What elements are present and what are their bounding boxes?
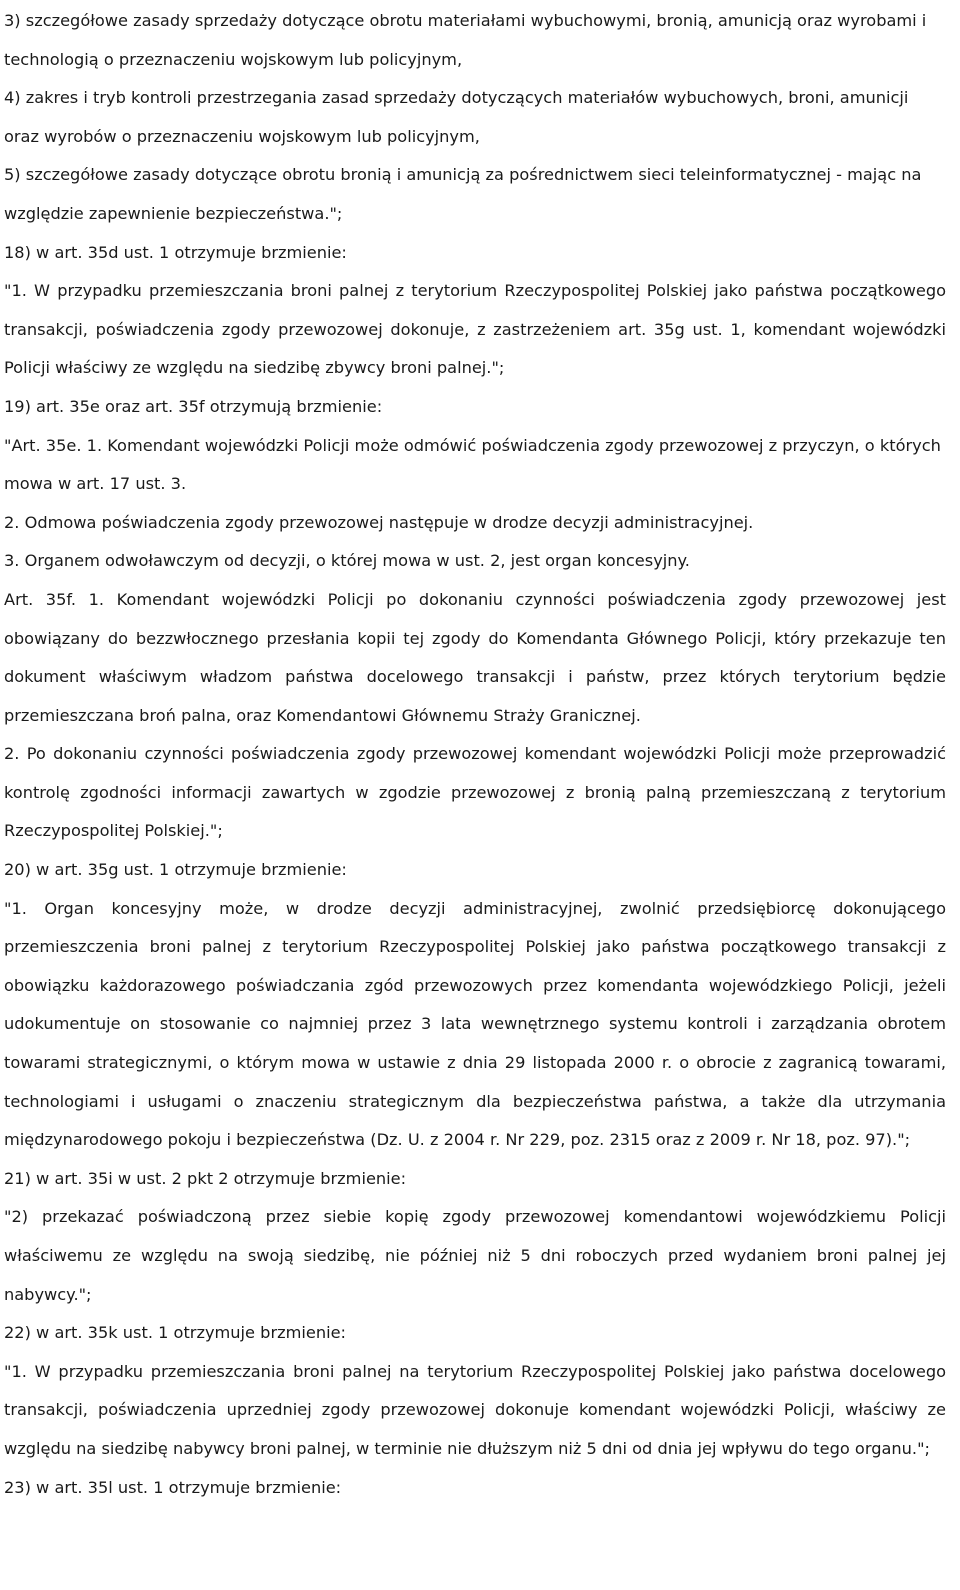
paragraph-8: 2. Odmowa poświadczenia zgody przewozowej następuje w drodze decyzji administracyjnej.: [4, 512, 754, 532]
paragraph-15: "2) przekazać poświadczoną przez siebie kopię zgody przewozowej komendantowi wojewódzkiemu Policji właściwemu ze względu na swoją siedzibę, nie później niż 5 dni roboczych przed wydaniem broni palnej jej nabywcy.";: [4, 1207, 946, 1304]
paragraph-17: "1. W przypadku przemieszczania broni palnej na terytorium Rzeczypospolitej Polskiej jako państwa docelowego transakcji, poświadczenia uprzedniej zgody przewozowej dokonuje komendant wojewódzki Policji, właściwy ze względu na siedzibę nabywcy broni palnej, w terminie nie dłuższym niż 5 dni od dnia jej wpływu do tego organu.";: [4, 1361, 946, 1458]
paragraph-6: 19) art. 35e oraz art. 35f otrzymują brzmienie:: [4, 396, 383, 416]
paragraph-13: "1. Organ koncesyjny może, w drodze decyzji administracyjnej, zwolnić przedsiębiorcę dokonującego przemieszczenia broni palnej z terytorium Rzeczypospolitej Polskiej jako państwa początkowego transakcji z obowiązku każdorazowego poświadczania zgód przewozowych przez komendanta wojewódzkiego Policji, jeżeli udokumentuje on stosowanie co najmniej przez 3 lata wewnętrznego systemu kontroli i zarządzania obrotem towarami strategicznymi, o którym mowa w ustawie z dnia 29 listopada 2000 r. o obrocie z zagranicą towarami, technologiami i usługami o znaczeniu strategicznym dla bezpieczeństwa państwa, a także dla utrzymania międzynarodowego pokoju i bezpieczeństwa (Dz. U. z 2004 r. Nr 229, poz. 2315 oraz z 2009 r. Nr 18, poz. 97).";: [4, 898, 946, 1150]
paragraph-2: 4) zakres i tryb kontroli przestrzegania zasad sprzedaży dotyczących materiałów wybuchowych, broni, amunicji oraz wyrobów o przeznaczeniu wojskowym lub policyjnym,: [4, 88, 909, 146]
paragraph-7: "Art. 35e. 1. Komendant wojewódzki Policji może odmówić poświadczenia zgody przewozowej z przyczyn, o których mowa w art. 17 ust. 3.: [4, 435, 941, 494]
paragraph-1: 3) szczegółowe zasady sprzedaży dotyczące obrotu materiałami wybuchowymi, bronią, amunicją oraz wyrobami i technologią o przeznaczeniu wojskowym lub policyjnym,: [4, 11, 927, 69]
paragraph-18: 23) w art. 35l ust. 1 otrzymuje brzmienie:: [4, 1477, 342, 1497]
paragraph-16: 22) w art. 35k ust. 1 otrzymuje brzmienie:: [4, 1323, 346, 1343]
paragraph-12: 20) w art. 35g ust. 1 otrzymuje brzmienie:: [4, 860, 347, 880]
paragraph-11: 2. Po dokonaniu czynności poświadczenia zgody przewozowej komendant wojewódzki Policji może przeprowadzić kontrolę zgodności informacji zawartych w zgodzie przewozowej z bronią palną przemieszczaną z terytorium Rzeczypospolitej Polskiej.";: [4, 744, 946, 841]
paragraph-3: 5) szczegółowe zasady dotyczące obrotu bronią i amunicją za pośrednictwem sieci teleinformatycznej - mając na względzie zapewnienie bezpieczeństwa.";: [4, 165, 922, 223]
paragraph-4: 18) w art. 35d ust. 1 otrzymuje brzmienie:: [4, 242, 347, 262]
paragraph-10: Art. 35f. 1. Komendant wojewódzki Policji po dokonaniu czynności poświadczenia zgody przewozowej jest obowiązany do bezzwłocznego przesłania kopii tej zgody do Komendanta Głównego Policji, który przekazuje ten dokument właściwym władzom państwa docelowego transakcji i państw, przez których terytorium będzie przemieszczana broń palna, oraz Komendantowi Głównemu Straży Granicznej.: [4, 589, 946, 725]
paragraph-14: 21) w art. 35i w ust. 2 pkt 2 otrzymuje brzmienie:: [4, 1168, 407, 1188]
paragraph-5: "1. W przypadku przemieszczania broni palnej z terytorium Rzeczypospolitej Polskiej jako państwa początkowego transakcji, poświadczenia zgody przewozowej dokonuje, z zastrzeżeniem art. 35g ust. 1, komendant wojewódzki Policji właściwy ze względu na siedzibę zbywcy broni palnej.";: [4, 281, 946, 378]
paragraph-9: 3. Organem odwoławczym od decyzji, o której mowa w ust. 2, jest organ koncesyjny.: [4, 551, 690, 571]
